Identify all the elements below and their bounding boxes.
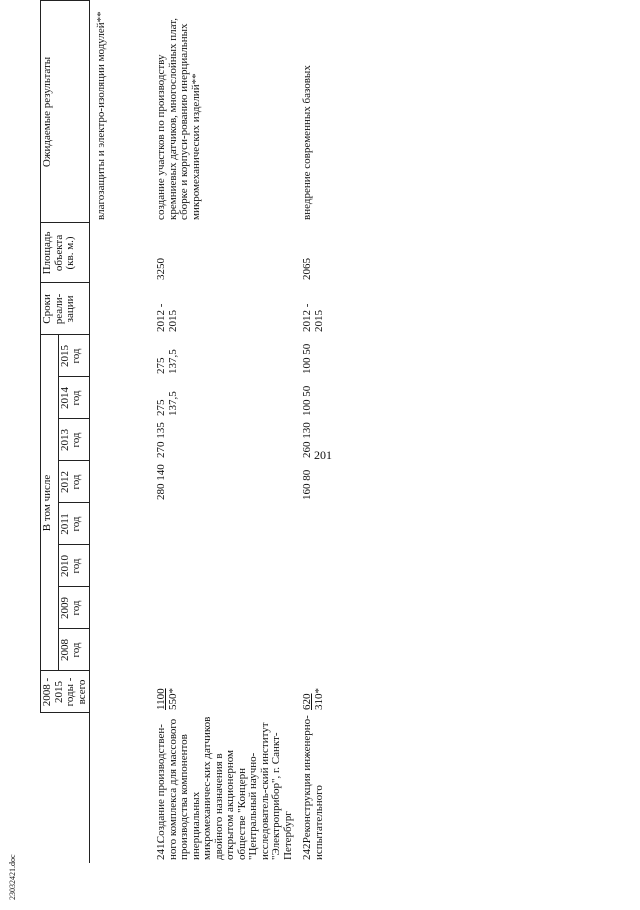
year-cell <box>150 503 296 545</box>
footer-doc-name: 23032421.doc <box>8 854 17 900</box>
year-cell: 260 130 <box>301 422 313 458</box>
header-year: 2011 год <box>58 503 89 545</box>
year-cell <box>296 545 327 587</box>
name-cell <box>296 713 327 863</box>
header-total: 2008 - 2015 годы - всего <box>41 671 90 713</box>
area-cell: 2065 <box>301 257 313 280</box>
year-cell: 270 135 <box>155 422 167 458</box>
page-number: 201 <box>314 448 332 462</box>
year-cell: 280 140 <box>155 464 167 500</box>
header-area: Площадь объекта (кв. м.) <box>41 223 90 283</box>
header-row-1 <box>41 1 59 863</box>
header-year: 2009 год <box>58 587 89 629</box>
result-cell: внедрение современных базовых <box>301 65 313 220</box>
header-year: 2015 год <box>58 335 89 377</box>
year-cell: 100 50 <box>301 343 313 374</box>
total-top: 1100 <box>155 688 167 710</box>
terms-cell: 2012 - 2015 <box>301 303 325 332</box>
row-number: 242. <box>301 840 313 860</box>
row-number: 241. <box>155 840 167 860</box>
year-cell <box>296 503 327 545</box>
name-cell <box>150 713 296 863</box>
header-year: 2014 год <box>58 377 89 419</box>
table-row <box>90 1 151 863</box>
year-cell: 160 80 <box>301 469 313 500</box>
year-cell <box>150 587 296 629</box>
header-year: 2008 год <box>58 629 89 671</box>
total-top: 620 <box>301 693 313 710</box>
total-cell <box>296 671 327 713</box>
header-year: 2013 год <box>58 419 89 461</box>
header-year: 2010 год <box>58 545 89 587</box>
table-row <box>150 1 296 863</box>
terms-cell: 2012 - 2015 <box>155 303 179 332</box>
header-in-that-number: В том числе <box>41 335 59 671</box>
total-bottom: 310* <box>312 688 325 710</box>
data-table <box>40 0 327 863</box>
result-cell: создание участков по производству кремниевых датчиков, многослойных плат, сборке и корпуси-рованию инерциальных микромеханических изделий** <box>155 18 202 220</box>
rotated-table-page <box>40 11 640 863</box>
year-cell <box>296 587 327 629</box>
area-cell: 3250 <box>155 257 167 280</box>
header-results: Ожидаемые результаты <box>41 1 90 223</box>
year-cell: 275 137,5 <box>155 349 179 374</box>
year-cell: 100 50 <box>301 385 313 416</box>
footer <box>8 854 22 910</box>
year-cell <box>150 629 296 671</box>
result-cell: влагозащиты и электро-изоляции модулей** <box>95 11 107 220</box>
total-bottom: 550* <box>166 688 179 710</box>
year-cell <box>296 629 327 671</box>
row-name: Реконструкция инженерно-испытательного <box>301 715 325 860</box>
year-cell: 275 137,5 <box>155 391 179 416</box>
header-terms: Сроки реали-зации <box>41 283 90 335</box>
year-cell <box>150 545 296 587</box>
header-year: 2012 год <box>58 461 89 503</box>
table-row <box>296 1 327 863</box>
total-cell <box>150 671 296 713</box>
row-name: Создание производствен-ного комплекса для массового производства компонентов инерциальных микромеханичес-ких датчиков двойного назначения в открытом акционерном обществе "Концерн "Центральный научно-исследователь-ский институт "Электроприбор", г. Санкт-Петербург <box>155 716 294 860</box>
